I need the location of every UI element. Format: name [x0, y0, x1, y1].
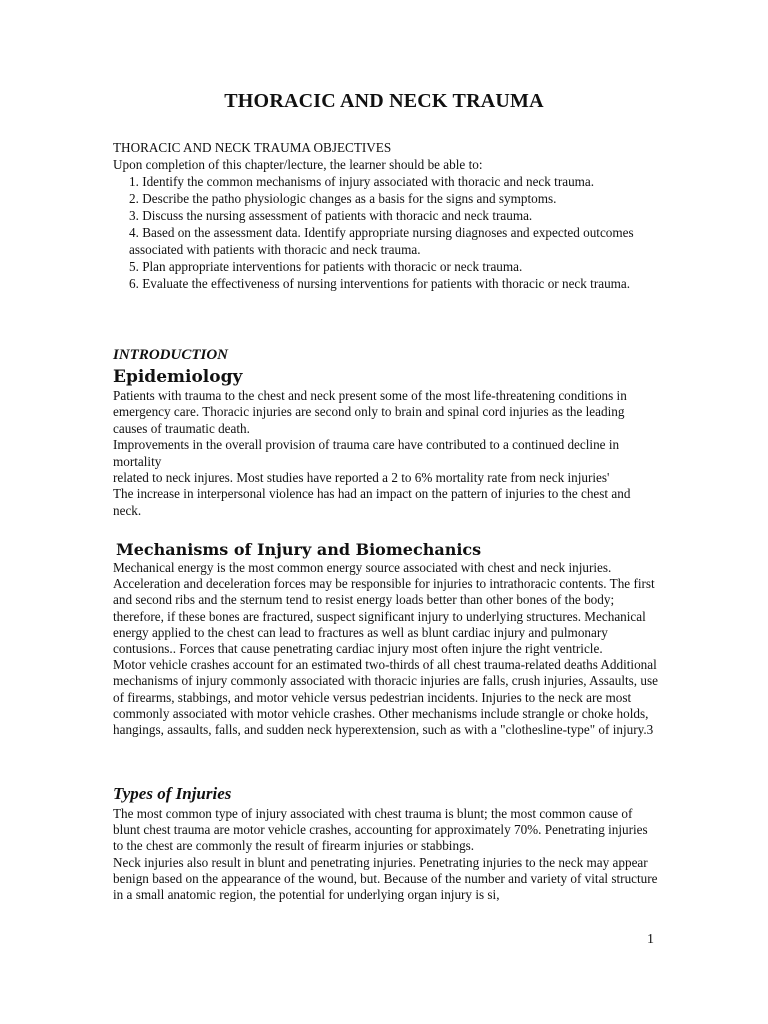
objective-item: 5. Plan appropriate interventions for patients with thoracic or neck trauma. [129, 259, 523, 274]
epidemiology-paragraph: The increase in interpersonal violence has had an impact on the pattern of injuries to the chest and neck. [113, 486, 631, 518]
objectives-section [113, 139, 658, 292]
types-paragraph: The most common type of injury associated with chest trauma is blunt; the most common cause of blunt chest trauma are motor vehicle crashes, accounting for approximately 70%. Penetrating injuries to the chest are commonly the result of firearm injuries or stabbings. [113, 806, 648, 854]
mechanisms-paragraph: Motor vehicle crashes account for an estimated two-thirds of all chest trauma-related deaths Additional mechanisms of injury commonly associated with thoracic injuries are falls, crush injuries, Assaults, use of firearms, stabbings, and motor vehicle versus pedestrian incidents. Injuries to the neck are most commonly associated with motor vehicle crashes. Other mechanisms include strangle or choke holds, hangings, assaults, falls, and sudden neck hyperextension, such as with a "clothesline-type" of injury.3 [113, 657, 658, 738]
objective-item: 1. Identify the common mechanisms of injury associated with thoracic and neck trauma. [129, 174, 595, 189]
page-number: 1 [647, 932, 654, 947]
types-paragraph: Neck injuries also result in blunt and penetrating injuries. Penetrating injuries to the neck may appear benign based on the appearance of the wound, but. Because of the number and variety of vital structure in a small anatomic region, the potential for underlying organ injury is si, [113, 854, 658, 903]
objective-item: 6. Evaluate the effectiveness of nursing interventions for patients with thoracic or neck trauma. [129, 276, 631, 291]
objective-item: 2. Describe the patho physiologic changes as a basis for the signs and symptoms. [129, 191, 557, 206]
epidemiology-paragraph: Improvements in the overall provision of trauma care have contributed to a continued decline in mortality [113, 437, 620, 469]
epidemiology-paragraph: related to neck injures. Most studies have reported a 2 to 6% mortality rate from neck injuries' [113, 470, 610, 486]
mechanisms-paragraph: Mechanical energy is the most common energy source associated with chest and neck injuries. Acceleration and deceleration forces may be responsible for injuries to intrathoracic contents. The first and second ribs and the sternum tend to resist energy loads better than other bones of the body; therefore, if these bones are fractured, suspect significant injury to underlying structures. Mechanical energy applied to the chest can lead to fractures as well as blunt cardiac injury and pulmonary contusions.. Forces that cause penetrating cardiac injury most often injure the right ventricle. [113, 560, 655, 657]
objective-item: 4. Based on the assessment data. Identify appropriate nursing diagnoses and expected outcomes associated with patients with thoracic and neck trauma. [129, 225, 634, 257]
types-of-injuries-heading: Types of Injuries [113, 784, 232, 803]
types-of-injuries-section [113, 806, 658, 903]
objectives-intro: Upon completion of this chapter/lecture, the learner should be able to: [113, 157, 483, 172]
document-title: THORACIC AND NECK TRAUMA [224, 90, 544, 112]
epidemiology-section [113, 388, 658, 519]
objectives-list [113, 173, 658, 292]
objective-item: 3. Discuss the nursing assessment of patients with thoracic and neck trauma. [129, 208, 533, 223]
epidemiology-heading: Epidemiology [113, 367, 243, 387]
introduction-heading: INTRODUCTION [113, 347, 229, 363]
epidemiology-paragraph: Patients with trauma to the chest and neck present some of the most life-threatening conditions in emergency care. Thoracic injuries are second only to brain and spinal cord injuries as the leading causes of traumatic death. [113, 388, 627, 436]
mechanisms-heading: Mechanisms of Injury and Biomechanics [116, 540, 482, 559]
mechanisms-section [113, 560, 658, 738]
objectives-heading: THORACIC AND NECK TRAUMA OBJECTIVES [113, 140, 392, 155]
